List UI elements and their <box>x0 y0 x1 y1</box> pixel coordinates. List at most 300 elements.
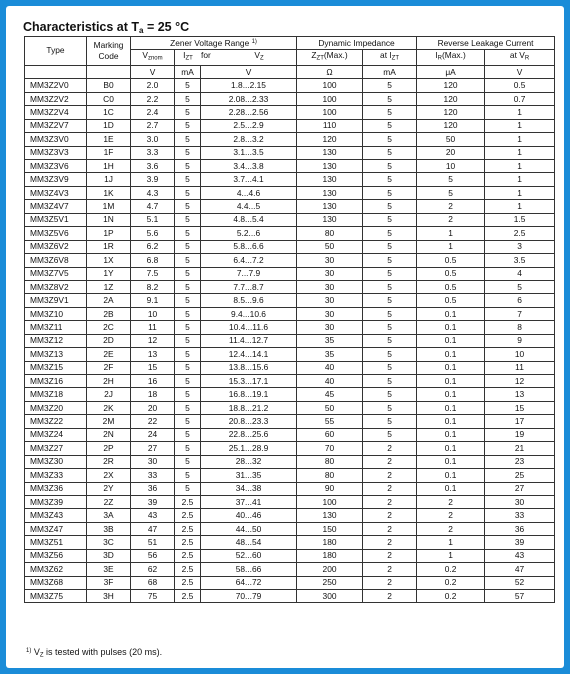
table-cell: 5 <box>363 307 417 320</box>
table-cell: 16.8...19.1 <box>201 388 297 401</box>
table-cell: 13 <box>131 348 175 361</box>
table-cell: 1R <box>87 240 131 253</box>
table-cell: 35 <box>297 348 363 361</box>
table-cell: 5 <box>363 375 417 388</box>
table-cell: 2 <box>363 576 417 589</box>
table-cell: 5 <box>363 254 417 267</box>
type-cell: MM3Z16 <box>25 375 87 388</box>
table-row <box>25 186 555 199</box>
table-cell: 120 <box>417 92 485 105</box>
table-cell: 27 <box>131 442 175 455</box>
table-cell: 3.6 <box>131 160 175 173</box>
table-cell: 5 <box>175 106 201 119</box>
table-cell: 5 <box>175 160 201 173</box>
table-cell: 2.08...2.33 <box>201 92 297 105</box>
table-cell: 30 <box>297 254 363 267</box>
table-cell: 28...32 <box>201 455 297 468</box>
table-cell: 150 <box>297 522 363 535</box>
table-cell: 0.1 <box>417 361 485 374</box>
table-row <box>25 576 555 589</box>
table-cell: 5 <box>363 361 417 374</box>
table-cell: 5 <box>363 106 417 119</box>
table-cell: 9 <box>485 334 555 347</box>
table-cell: 27 <box>485 482 555 495</box>
table-cell: 5.2...6 <box>201 227 297 240</box>
table-row <box>25 549 555 562</box>
table-row <box>25 590 555 603</box>
table-cell: 0.2 <box>417 563 485 576</box>
table-cell: 5 <box>175 92 201 105</box>
table-cell: 2P <box>87 442 131 455</box>
table-row <box>25 495 555 508</box>
table-row <box>25 92 555 105</box>
type-cell: MM3Z13 <box>25 348 87 361</box>
table-cell: 120 <box>417 119 485 132</box>
table-cell: 70 <box>297 442 363 455</box>
table-cell: 40...46 <box>201 509 297 522</box>
table-cell: 3C <box>87 536 131 549</box>
table-cell: 2 <box>363 522 417 535</box>
table-cell: 2 <box>363 590 417 603</box>
table-cell: 25.1...28.9 <box>201 442 297 455</box>
table-cell: 5 <box>363 348 417 361</box>
table-cell: 5.1 <box>131 213 175 226</box>
table-cell: 130 <box>297 173 363 186</box>
table-row <box>25 442 555 455</box>
table-cell: 5 <box>175 469 201 482</box>
type-cell: MM3Z3V6 <box>25 160 87 173</box>
table-cell: 5 <box>417 173 485 186</box>
ir-max-header: $I_R(Max.)$ <box>417 50 485 66</box>
table-cell: 21 <box>485 442 555 455</box>
table-cell: 1D <box>87 119 131 132</box>
table-row <box>25 294 555 307</box>
table-cell: 100 <box>297 92 363 105</box>
table-cell: 0.1 <box>417 334 485 347</box>
table-cell: 0.1 <box>417 307 485 320</box>
table-cell: 120 <box>417 79 485 92</box>
table-cell: 2.5 <box>175 522 201 535</box>
table-row <box>25 388 555 401</box>
table-cell: 22 <box>131 415 175 428</box>
table-cell: 36 <box>485 522 555 535</box>
table-cell: 5 <box>175 375 201 388</box>
table-cell: 5 <box>175 388 201 401</box>
table-cell: 5 <box>363 160 417 173</box>
table-cell: 1 <box>485 186 555 199</box>
table-cell: 1C <box>87 106 131 119</box>
table-cell: 5 <box>363 240 417 253</box>
table-cell: 2.5 <box>175 509 201 522</box>
table-cell: 4.4...5 <box>201 200 297 213</box>
table-cell: 52...60 <box>201 549 297 562</box>
table-cell: 51 <box>131 536 175 549</box>
table-cell: 4 <box>485 267 555 280</box>
table-cell: 2F <box>87 361 131 374</box>
table-row <box>25 307 555 320</box>
table-cell: 12 <box>131 334 175 347</box>
table-cell: 30 <box>297 280 363 293</box>
table-cell: 5 <box>175 401 201 414</box>
table-cell: 110 <box>297 119 363 132</box>
table-cell: 120 <box>417 106 485 119</box>
table-cell: 34...38 <box>201 482 297 495</box>
table-cell: 55 <box>297 415 363 428</box>
type-cell: MM3Z11 <box>25 321 87 334</box>
type-cell: MM3Z30 <box>25 455 87 468</box>
table-cell: 0.2 <box>417 576 485 589</box>
table-row <box>25 522 555 535</box>
table-cell: 2.5 <box>175 590 201 603</box>
table-cell: 4.8...5.4 <box>201 213 297 226</box>
type-cell: MM3Z4V7 <box>25 200 87 213</box>
table-cell: 2 <box>417 200 485 213</box>
table-cell: 120 <box>297 133 363 146</box>
table-cell: 5 <box>175 348 201 361</box>
table-cell: 5 <box>363 146 417 159</box>
table-cell: 1E <box>87 133 131 146</box>
table-cell: 2D <box>87 334 131 347</box>
datasheet-panel <box>6 6 564 668</box>
table-cell: 1.5 <box>485 213 555 226</box>
table-row <box>25 428 555 441</box>
table-cell: 2.5...2.9 <box>201 119 297 132</box>
marking-code-header: Marking Code <box>87 37 131 66</box>
table-cell: 1P <box>87 227 131 240</box>
table-cell: 58...66 <box>201 563 297 576</box>
table-cell: 7.5 <box>131 267 175 280</box>
table-cell: 5.8...6.6 <box>201 240 297 253</box>
table-cell: 75 <box>131 590 175 603</box>
table-row <box>25 146 555 159</box>
table-cell: 12.4...14.1 <box>201 348 297 361</box>
table-cell: 10 <box>485 348 555 361</box>
table-cell: 3D <box>87 549 131 562</box>
table-cell: 2B <box>87 307 131 320</box>
table-cell: 30 <box>297 267 363 280</box>
table-cell: 5 <box>175 482 201 495</box>
table-cell: 2E <box>87 348 131 361</box>
table-cell: 1K <box>87 186 131 199</box>
table-cell: 1M <box>87 200 131 213</box>
table-cell: 5 <box>363 92 417 105</box>
table-cell: 2.7 <box>131 119 175 132</box>
table-cell: 130 <box>297 160 363 173</box>
table-cell: 1.8...2.15 <box>201 79 297 92</box>
table-cell: 5 <box>175 307 201 320</box>
table-cell: 30 <box>131 455 175 468</box>
type-cell: MM3Z2V4 <box>25 106 87 119</box>
table-cell: 3.0 <box>131 133 175 146</box>
table-cell: 5 <box>175 213 201 226</box>
table-cell: 2 <box>363 469 417 482</box>
type-cell: MM3Z24 <box>25 428 87 441</box>
table-row <box>25 482 555 495</box>
table-cell: 180 <box>297 549 363 562</box>
table-cell: 3.9 <box>131 173 175 186</box>
table-cell: 3.1...3.5 <box>201 146 297 159</box>
table-cell: 3F <box>87 576 131 589</box>
table-cell: 5 <box>363 334 417 347</box>
unit-cell: μA <box>417 65 485 78</box>
table-cell: 0.5 <box>417 267 485 280</box>
table-cell: 5 <box>175 415 201 428</box>
table-row <box>25 160 555 173</box>
table-cell: 24 <box>131 428 175 441</box>
table-cell: 16 <box>131 375 175 388</box>
table-cell: 50 <box>417 133 485 146</box>
table-cell: 1 <box>485 160 555 173</box>
table-cell: 5 <box>363 79 417 92</box>
table-cell: 12 <box>485 375 555 388</box>
type-cell: MM3Z3V9 <box>25 173 87 186</box>
table-cell: 2 <box>363 495 417 508</box>
table-cell: 2X <box>87 469 131 482</box>
table-cell: 5 <box>363 428 417 441</box>
table-cell: 3B <box>87 522 131 535</box>
table-cell: 2 <box>417 522 485 535</box>
type-cell: MM3Z2V0 <box>25 79 87 92</box>
table-cell: 5 <box>363 133 417 146</box>
table-row <box>25 348 555 361</box>
table-cell: 90 <box>297 482 363 495</box>
table-cell: 0.1 <box>417 469 485 482</box>
table-cell: 100 <box>297 79 363 92</box>
table-row <box>25 79 555 92</box>
table-cell: 1 <box>485 146 555 159</box>
table-cell: 5 <box>175 455 201 468</box>
table-row <box>25 240 555 253</box>
table-cell: 3.4...3.8 <box>201 160 297 173</box>
table-cell: 6.4...7.2 <box>201 254 297 267</box>
table-cell: 7...7.9 <box>201 267 297 280</box>
table-cell: 3.3 <box>131 146 175 159</box>
table-row <box>25 254 555 267</box>
table-cell: 10 <box>417 160 485 173</box>
table-cell: 1H <box>87 160 131 173</box>
table-cell: 43 <box>485 549 555 562</box>
table-cell: 39 <box>131 495 175 508</box>
type-cell: MM3Z62 <box>25 563 87 576</box>
table-cell: 0.1 <box>417 401 485 414</box>
table-cell: 2.4 <box>131 106 175 119</box>
table-row <box>25 267 555 280</box>
unit-cell: V <box>201 65 297 78</box>
type-cell: MM3Z10 <box>25 307 87 320</box>
table-cell: 50 <box>297 401 363 414</box>
table-cell: 130 <box>297 213 363 226</box>
type-cell: MM3Z43 <box>25 509 87 522</box>
table-cell: 5 <box>363 119 417 132</box>
table-cell: 130 <box>297 146 363 159</box>
table-cell: 2.5 <box>175 495 201 508</box>
table-cell: 3H <box>87 590 131 603</box>
table-cell: 18 <box>131 388 175 401</box>
table-cell: 23 <box>485 455 555 468</box>
table-cell: 10 <box>131 307 175 320</box>
table-cell: 2 <box>417 213 485 226</box>
table-cell: 9.4...10.6 <box>201 307 297 320</box>
table-cell: 80 <box>297 455 363 468</box>
table-cell: 15 <box>131 361 175 374</box>
table-cell: 80 <box>297 469 363 482</box>
table-cell: 44...50 <box>201 522 297 535</box>
table-cell: 5 <box>175 254 201 267</box>
table-cell: 1 <box>485 133 555 146</box>
type-cell: MM3Z51 <box>25 536 87 549</box>
table-cell: 25 <box>485 469 555 482</box>
table-cell: 56 <box>131 549 175 562</box>
table-cell: 20 <box>131 401 175 414</box>
table-cell: 2 <box>363 536 417 549</box>
table-cell: 5 <box>175 321 201 334</box>
table-cell: 5 <box>175 428 201 441</box>
table-cell: 1 <box>485 119 555 132</box>
table-cell: 3.7...4.1 <box>201 173 297 186</box>
table-cell: 2.5 <box>175 549 201 562</box>
table-row <box>25 563 555 576</box>
table-row <box>25 321 555 334</box>
table-cell: 1 <box>417 227 485 240</box>
table-cell: 2.8...3.2 <box>201 133 297 146</box>
table-row <box>25 106 555 119</box>
type-cell: MM3Z15 <box>25 361 87 374</box>
table-cell: 5 <box>175 294 201 307</box>
table-cell: 43 <box>131 509 175 522</box>
table-cell: 5 <box>175 146 201 159</box>
type-cell: MM3Z27 <box>25 442 87 455</box>
table-cell: 52 <box>485 576 555 589</box>
table-cell: 47 <box>131 522 175 535</box>
table-cell: 2 <box>363 455 417 468</box>
table-cell: 47 <box>485 563 555 576</box>
table-cell: 5 <box>175 280 201 293</box>
table-cell: 64...72 <box>201 576 297 589</box>
type-cell: MM3Z22 <box>25 415 87 428</box>
table-cell: 62 <box>131 563 175 576</box>
table-cell: 3A <box>87 509 131 522</box>
table-cell: 0.1 <box>417 442 485 455</box>
table-cell: 1J <box>87 173 131 186</box>
table-cell: 2 <box>363 549 417 562</box>
table-cell: 15.3...17.1 <box>201 375 297 388</box>
table-cell: 0.1 <box>417 482 485 495</box>
type-cell: MM3Z2V2 <box>25 92 87 105</box>
table-cell: 5 <box>175 267 201 280</box>
table-cell: 8 <box>485 321 555 334</box>
table-cell: 2 <box>363 509 417 522</box>
table-cell: 13 <box>485 388 555 401</box>
table-cell: 2C <box>87 321 131 334</box>
table-cell: 1 <box>417 536 485 549</box>
vznom-header: $V_{znom}$ <box>131 50 175 66</box>
table-cell: 2.5 <box>485 227 555 240</box>
table-cell: 1 <box>417 240 485 253</box>
unit-cell-blank <box>25 65 87 78</box>
table-cell: 1Y <box>87 267 131 280</box>
table-cell: 0.5 <box>417 294 485 307</box>
izt-for-vz-header: $I_{ZT}$ for $V_Z$ <box>175 50 297 66</box>
table-cell: 5 <box>363 213 417 226</box>
at-izt-header: at $I_{ZT}$ <box>363 50 417 66</box>
table-body <box>25 79 555 603</box>
table-cell: 5.6 <box>131 227 175 240</box>
table-cell: 5 <box>363 280 417 293</box>
table-cell: 5 <box>485 280 555 293</box>
table-cell: 5 <box>363 321 417 334</box>
type-cell: MM3Z2V7 <box>25 119 87 132</box>
table-cell: 80 <box>297 227 363 240</box>
table-cell: 35 <box>297 334 363 347</box>
characteristics-table <box>24 36 555 603</box>
table-cell: 5 <box>175 361 201 374</box>
unit-cell-blank <box>87 65 131 78</box>
table-cell: 0.7 <box>485 92 555 105</box>
table-cell: 6 <box>485 294 555 307</box>
table-cell: 1 <box>485 200 555 213</box>
table-cell: 5 <box>175 133 201 146</box>
type-cell: MM3Z9V1 <box>25 294 87 307</box>
table-cell: 4...4.6 <box>201 186 297 199</box>
table-cell: 5 <box>363 267 417 280</box>
table-row <box>25 200 555 213</box>
table-cell: 2.0 <box>131 79 175 92</box>
table-cell: 5 <box>363 200 417 213</box>
table-cell: 3.5 <box>485 254 555 267</box>
table-cell: 9.1 <box>131 294 175 307</box>
zener-voltage-group: Zener Voltage Range $^{1)}$ <box>131 37 297 50</box>
table-row <box>25 119 555 132</box>
table-cell: 300 <box>297 590 363 603</box>
unit-cell: mA <box>175 65 201 78</box>
table-cell: 5 <box>363 401 417 414</box>
table-cell: 250 <box>297 576 363 589</box>
table-cell: 2.5 <box>175 536 201 549</box>
table-row <box>25 469 555 482</box>
table-cell: 0.2 <box>417 590 485 603</box>
table-cell: 19 <box>485 428 555 441</box>
table-cell: 5 <box>175 227 201 240</box>
table-cell: 1X <box>87 254 131 267</box>
table-cell: 39 <box>485 536 555 549</box>
table-cell: 31...35 <box>201 469 297 482</box>
table-cell: 2A <box>87 294 131 307</box>
table-cell: 45 <box>297 388 363 401</box>
table-cell: 5 <box>175 173 201 186</box>
table-cell: 2 <box>363 563 417 576</box>
table-cell: 5 <box>175 334 201 347</box>
table-cell: 5 <box>363 415 417 428</box>
table-cell: 2J <box>87 388 131 401</box>
table-cell: 130 <box>297 186 363 199</box>
table-cell: 30 <box>297 307 363 320</box>
type-header: Type <box>25 37 87 66</box>
table-cell: 2 <box>417 495 485 508</box>
table-cell: 2.5 <box>175 563 201 576</box>
dynamic-impedance-group: Dynamic Impedance <box>297 37 417 50</box>
table-cell: 2Y <box>87 482 131 495</box>
table-cell: 2.28...2.56 <box>201 106 297 119</box>
table-cell: 0.5 <box>417 254 485 267</box>
table-cell: 5 <box>175 186 201 199</box>
table-cell: 5 <box>363 294 417 307</box>
table-cell: 5 <box>417 186 485 199</box>
table-cell: 5 <box>175 79 201 92</box>
table-cell: 40 <box>297 361 363 374</box>
table-cell: 0.1 <box>417 321 485 334</box>
table-cell: 13.8...15.6 <box>201 361 297 374</box>
type-cell: MM3Z5V1 <box>25 213 87 226</box>
